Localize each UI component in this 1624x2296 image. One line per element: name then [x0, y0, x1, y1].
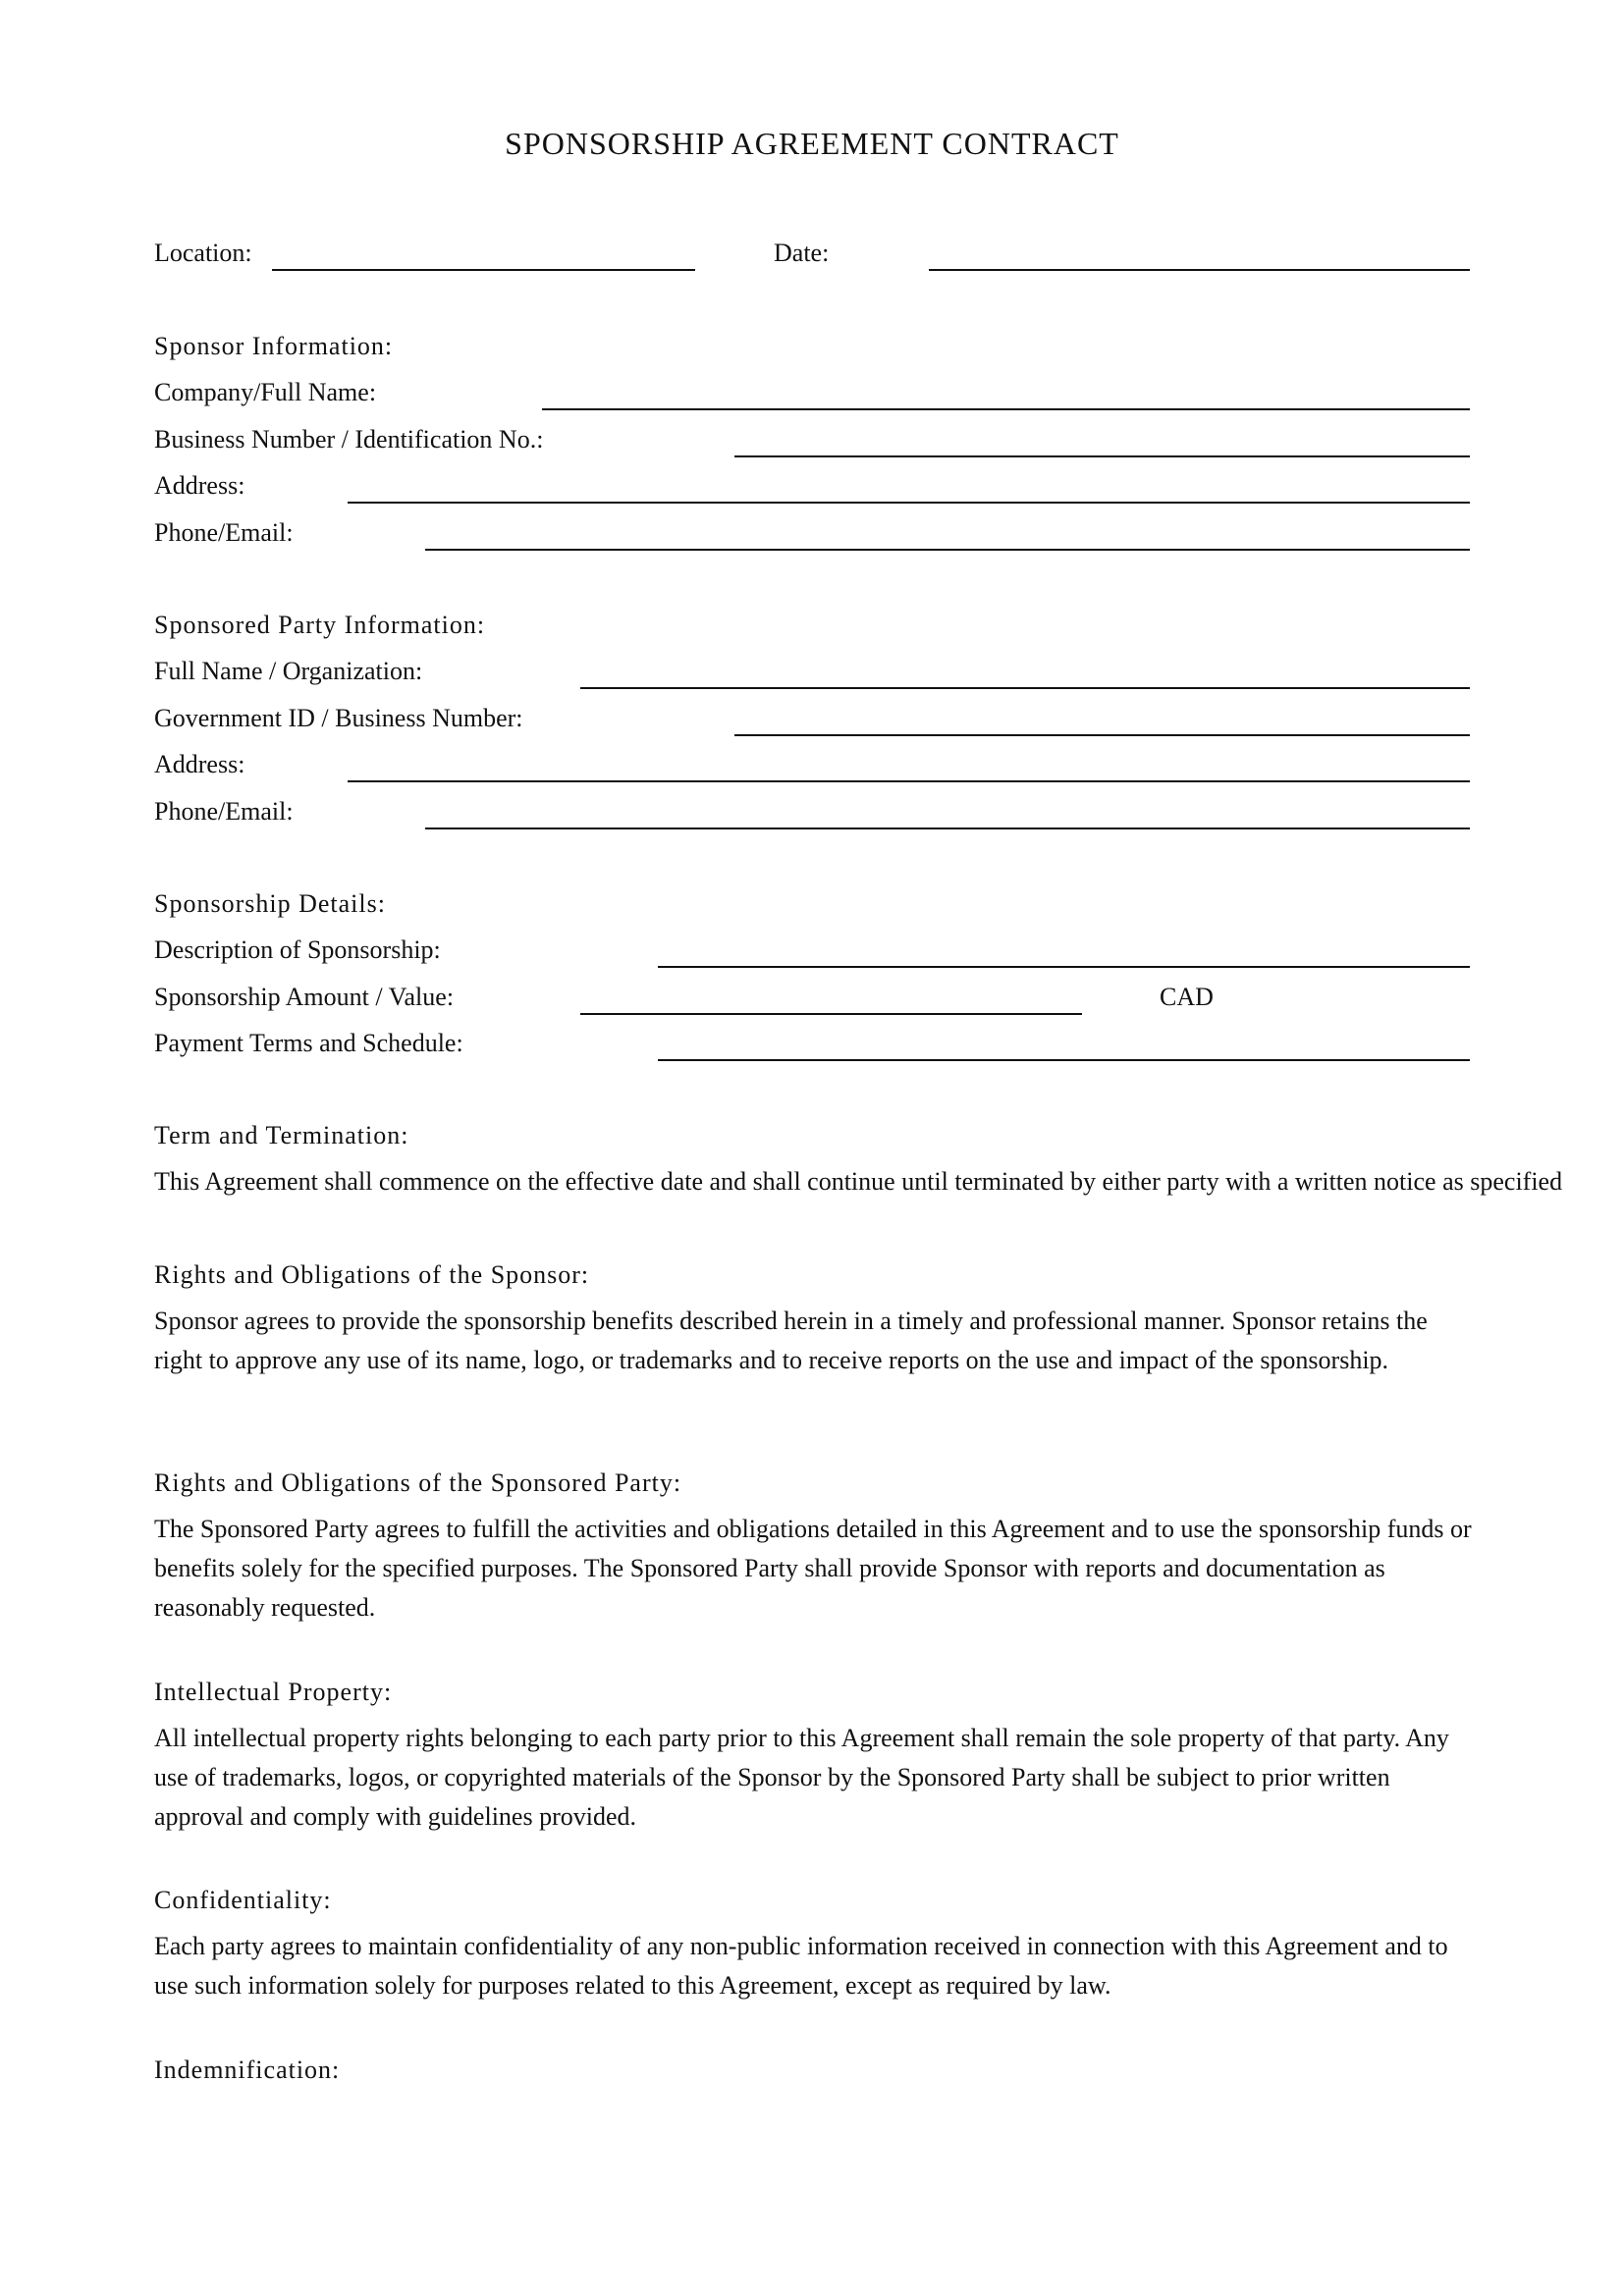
sponsor-rights-text: Sponsor agrees to provide the sponsorship benefits described herein in a timely and professional manner. Sponsor retains the right to approve any use of its name, logo, or trademarks and to receive reports on the use and impact of the sponsorship.: [154, 1307, 1428, 1374]
sponsor-address-label: Address:: [154, 471, 245, 500]
ip-text: All intellectual property rights belonging to each party prior to this Agreement shall remain the sole property of that party. Any use of trademarks, logos, or copyrighted materials of the Sponsor by the Sponsored Party shall be subject to prior written approval and comply with guidelines provided.: [154, 1724, 1449, 1831]
date-field[interactable]: [929, 269, 1470, 271]
sponsored-rights-text: The Sponsored Party agrees to fulfill the activities and obligations detailed in this Agreement and to use the sponsorship funds or benefits solely for the specified purposes. The Sponsored Party shall provide Sponsor with reports and documentation as reasonably requested.: [154, 1515, 1472, 1622]
amount-field[interactable]: [580, 1013, 1082, 1015]
sponsor-rights-heading: Rights and Obligations of the Sponsor:: [154, 1260, 590, 1289]
sponsor-address-field[interactable]: [348, 502, 1470, 504]
sponsorship-details-heading: Sponsorship Details:: [154, 889, 386, 918]
location-label: Location:: [154, 239, 252, 267]
sponsored-name-label: Full Name / Organization:: [154, 657, 423, 685]
sponsored-id-label: Government ID / Business Number:: [154, 704, 523, 732]
sponsored-name-field[interactable]: [580, 687, 1470, 689]
indemnification-heading: Indemnification:: [154, 2056, 341, 2084]
amount-label: Sponsorship Amount / Value:: [154, 983, 455, 1011]
currency-label: CAD: [1160, 983, 1214, 1011]
sponsor-contact-field[interactable]: [425, 549, 1470, 551]
sponsor-id-label: Business Number / Identification No.:: [154, 425, 544, 454]
term-heading: Term and Termination:: [154, 1121, 409, 1149]
page-title: SPONSORSHIP AGREEMENT CONTRACT: [505, 126, 1119, 161]
confidentiality-heading: Confidentiality:: [154, 1886, 332, 1914]
sponsored-contact-label: Phone/Email:: [154, 797, 294, 826]
term-text: This Agreement shall commence on the effective date and shall continue until terminated by either party with a written notice as specified: [154, 1167, 1563, 1196]
sponsored-address-label: Address:: [154, 750, 245, 778]
sponsored-id-field[interactable]: [734, 734, 1470, 736]
sponsor-id-field[interactable]: [734, 455, 1470, 457]
sponsored-address-field[interactable]: [348, 780, 1470, 782]
payment-terms-label: Payment Terms and Schedule:: [154, 1029, 463, 1057]
description-field[interactable]: [658, 966, 1470, 968]
sponsor-name-field[interactable]: [542, 408, 1470, 410]
sponsor-name-label: Company/Full Name:: [154, 378, 377, 406]
sponsored-contact-field[interactable]: [425, 828, 1470, 829]
date-label: Date:: [774, 239, 830, 267]
payment-terms-field[interactable]: [658, 1059, 1470, 1061]
description-label: Description of Sponsorship:: [154, 935, 441, 964]
sponsored-rights-heading: Rights and Obligations of the Sponsored Party:: [154, 1468, 682, 1497]
location-field[interactable]: [272, 269, 695, 271]
sponsor-contact-label: Phone/Email:: [154, 518, 294, 547]
confidentiality-text: Each party agrees to maintain confidentiality of any non-public information received in connection with this Agreement and to use such information solely for purposes related to this Agreement, except as required by law.: [154, 1932, 1448, 2000]
sponsor-info-heading: Sponsor Information:: [154, 332, 394, 360]
ip-heading: Intellectual Property:: [154, 1678, 393, 1706]
sponsored-info-heading: Sponsored Party Information:: [154, 611, 486, 639]
